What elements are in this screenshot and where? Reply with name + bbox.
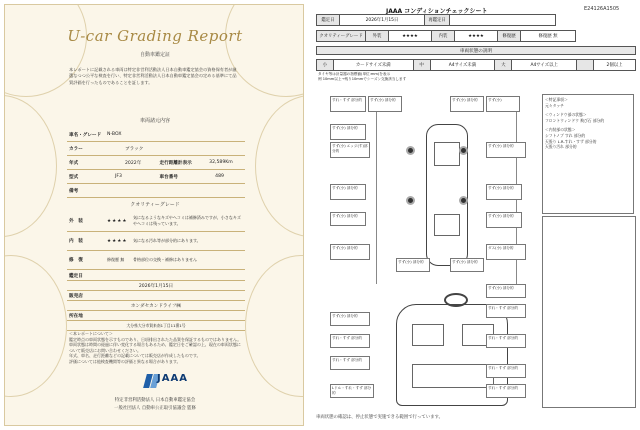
damage-label: すず(小) 部分的 — [450, 258, 484, 272]
exterior-stars: ★★★★ — [389, 31, 432, 42]
vehicle-year: 2022年 — [105, 156, 158, 170]
vehicle-color: ブラック — [105, 142, 245, 156]
label: 所在地 — [67, 311, 105, 321]
sheet-footer: 車両状態の確認は、停止状態で実施できる範囲で行っています。 — [316, 415, 443, 420]
inspection-date: 2026年1月15日 — [340, 15, 425, 26]
damage-label: すず(小) — [486, 96, 520, 112]
damage-label: すず(小) 部分的 — [330, 124, 366, 140]
damage-label: すず(小) 部分的 — [450, 96, 484, 112]
condition-check-sheet — [316, 4, 636, 426]
damage-label: すれ・すず 部分的 — [330, 356, 370, 370]
vehicle-chassis: 489 — [207, 170, 245, 184]
label: 型式 — [67, 170, 105, 184]
damage-label: すれ・すず 部分的 — [486, 384, 526, 398]
certificate-intro: 本レポートに記載される車両は特定非営利活動法人日本自動車鑑定協会の資格保有者が厳選なつつ公平な検査を行い、特定非営利活動法人日本自動車鑑定協会の定める基準にて品質評価を行ったものであることを証します。 — [69, 67, 237, 85]
address-spacer — [105, 311, 245, 321]
damage-label: すず(小) 部分的 — [330, 184, 366, 200]
special-notes — [542, 94, 634, 214]
wheel-icon — [459, 196, 468, 205]
scale-cell: 中 — [413, 60, 430, 71]
shop-name: ホンダセカンドライフ㈱ — [67, 301, 245, 311]
window-item: フロントウィンドウ 飛び石 部分的 — [545, 117, 605, 123]
label: 内 装 — [67, 232, 105, 251]
scale-cell: A4サイズ以上 — [512, 60, 577, 71]
sheet-code: E24126A1505 — [584, 6, 620, 12]
interior-title: ＜内装部の状態＞ — [545, 127, 576, 133]
label: 鑑定日 — [317, 15, 340, 26]
footer-org: 特定非営利活動法人 日本自動車鑑定協会 — [114, 398, 196, 403]
damage-label: すれ・すず 部分的 — [486, 304, 526, 318]
damage-label: すず(小) 部分的 — [330, 212, 366, 226]
scale-cell: 大 — [495, 60, 512, 71]
size-scale-table — [316, 59, 636, 71]
scale-cell: 2個以上 — [594, 60, 636, 71]
interior-item: 天張り汚れ 部分的 — [545, 144, 577, 150]
note-item: 評価については他検査機関等の評価と異なる場合があります。 — [69, 358, 181, 364]
damage-label: すず(小) 部分的 — [368, 96, 402, 112]
exterior-note: 気になるようなキズやヘコミは補修済みですが、小さなキズやヘコミは残っています。 — [131, 211, 245, 232]
repair-note: 骨格部位の交換・補修はありません — [131, 251, 245, 270]
note-item: 年式、車名、走行距離などの記載については販売店が作成したものです。 — [69, 353, 201, 359]
damage-label: すず(小) 部分的 — [486, 212, 522, 228]
inspection-table — [67, 271, 245, 331]
label: 備考 — [67, 184, 105, 198]
label: 車台番号 — [158, 170, 208, 184]
seat — [412, 324, 444, 346]
interior-stars: ★★★★ — [105, 232, 131, 251]
interior-note: 気になる汚れ等が部分的にあります。 — [131, 232, 245, 251]
wheel-icon — [406, 196, 415, 205]
left-side-line — [376, 104, 377, 284]
description-section-heading: 車両状態の説明 — [316, 46, 636, 55]
damage-label: すず(小) 部分的 — [330, 312, 370, 326]
damage-label: すず(小) 部分的 — [486, 284, 526, 298]
repair-value: 修復歴 無 — [521, 31, 576, 42]
damage-label: すず(小) 部分的 — [486, 142, 526, 158]
note-item: 車両状態は時間の経過に伴い変化する場合もあるため、鑑定日をご確認の上、現在の車両状態について販売店にお問い合わせください。 — [69, 342, 241, 353]
date-table — [316, 14, 556, 26]
vehicle-model: JF3 — [105, 170, 158, 184]
damage-label: すれ・すず 部分的 — [486, 334, 526, 348]
label: 外装 — [366, 31, 389, 42]
window-title: ＜ウィンドウ部の状態＞ — [545, 112, 587, 118]
label: 車名・グレード — [67, 128, 105, 142]
grading-certificate — [4, 4, 304, 426]
label: 外 装 — [67, 211, 105, 232]
damage-label: すず(小) 部分的 — [486, 184, 522, 200]
interior-item: 天張り L.R-すれ・すず 部分的 — [545, 138, 597, 144]
vehicle-table — [67, 128, 245, 198]
inspection-date-label-spacer — [105, 271, 245, 281]
interior-stars: ★★★★ — [455, 31, 498, 42]
notes-column-blank — [542, 216, 636, 408]
special-title: ＜特記事項＞ — [545, 97, 568, 102]
reappraisal-date — [450, 15, 556, 26]
label: 走行距離計表示 — [158, 156, 208, 170]
windshield — [434, 142, 460, 166]
report-notes — [69, 331, 244, 365]
ornament — [4, 255, 67, 397]
vehicle-name: N-BOX — [105, 128, 245, 142]
scale-cell: 小 — [317, 60, 334, 71]
repair-value: 修復歴 無 — [105, 251, 131, 270]
wheel-icon — [406, 146, 415, 155]
quality-table — [67, 211, 245, 270]
damage-label: ダス(小) 部分的 — [486, 244, 526, 260]
vehicle-section-heading: 車両諸元内容 — [139, 118, 170, 124]
scale-cell: カードサイズ未満 — [334, 60, 414, 71]
damage-diagram — [316, 84, 636, 414]
interior-item: シフトノブ すれ 部分的 — [545, 132, 586, 138]
note-item: 鑑定時点の車両状態を示すものであり、日頃排出されたた品質を保証するものではありません。 — [69, 336, 242, 342]
vehicle-mileage: 32,589Km — [207, 156, 245, 170]
grade-table — [316, 30, 576, 42]
label: クオリティーグレード — [317, 31, 366, 42]
label: 修 復 — [67, 251, 105, 270]
damage-label: すれ・すず 部分的 — [330, 96, 366, 112]
label: カラー — [67, 142, 105, 156]
scale-note: タイヤ等は計量器の指標値(単位:mm)を表示 例 10mm以上→残り10mmでシーズン交換該当します — [318, 72, 407, 81]
shop-address: 大分県大分市賀来南1丁目11番1号 — [67, 321, 245, 331]
special-item: 元々タッチ — [545, 102, 564, 108]
label: 鑑定日 — [67, 271, 105, 281]
sheet-title: JAAA コンディションチェックシート — [386, 8, 488, 15]
rear-seat — [412, 364, 494, 388]
scale-cell: A4サイズ未満 — [430, 60, 495, 71]
footer-supervisor: 一般社団法人 自動車公正取引協議会 監修 — [114, 406, 196, 411]
exterior-stars: ★★★★ — [105, 211, 131, 232]
damage-label: すず(小) 部分的 — [396, 258, 430, 272]
scale-cell — [577, 60, 594, 71]
label: 内装 — [432, 31, 455, 42]
label: 再鑑定日 — [425, 15, 450, 26]
damage-label: すず(小) 部分的 — [330, 244, 370, 260]
rear-window — [434, 214, 460, 236]
damage-label: すず(小) エッジ(す)部分的 — [330, 142, 370, 158]
certificate-subtitle: 自動車鑑定証 — [139, 52, 170, 58]
label: 年式 — [67, 156, 105, 170]
label: 販売店 — [67, 291, 105, 301]
label: 修復歴 — [498, 31, 521, 42]
certificate-title: U-car Grading Report — [67, 27, 243, 45]
jaaa-logo-text: JAAA — [157, 373, 188, 384]
shop-spacer — [105, 291, 245, 301]
damage-label: すれ・すず 部分的 — [486, 364, 526, 378]
ornament — [245, 255, 304, 397]
quality-section-heading: クオリティーグレード — [130, 202, 180, 208]
damage-label: すれ・すず 部分的 — [330, 334, 370, 348]
vehicle-note — [105, 184, 245, 198]
notes-title: ＜本レポートについて＞ — [69, 331, 113, 336]
wheel-icon — [459, 146, 468, 155]
inspection-date: 2026年1月15日 — [67, 281, 245, 291]
damage-label: Lドル・すれ・すず 部分的 — [330, 384, 374, 398]
